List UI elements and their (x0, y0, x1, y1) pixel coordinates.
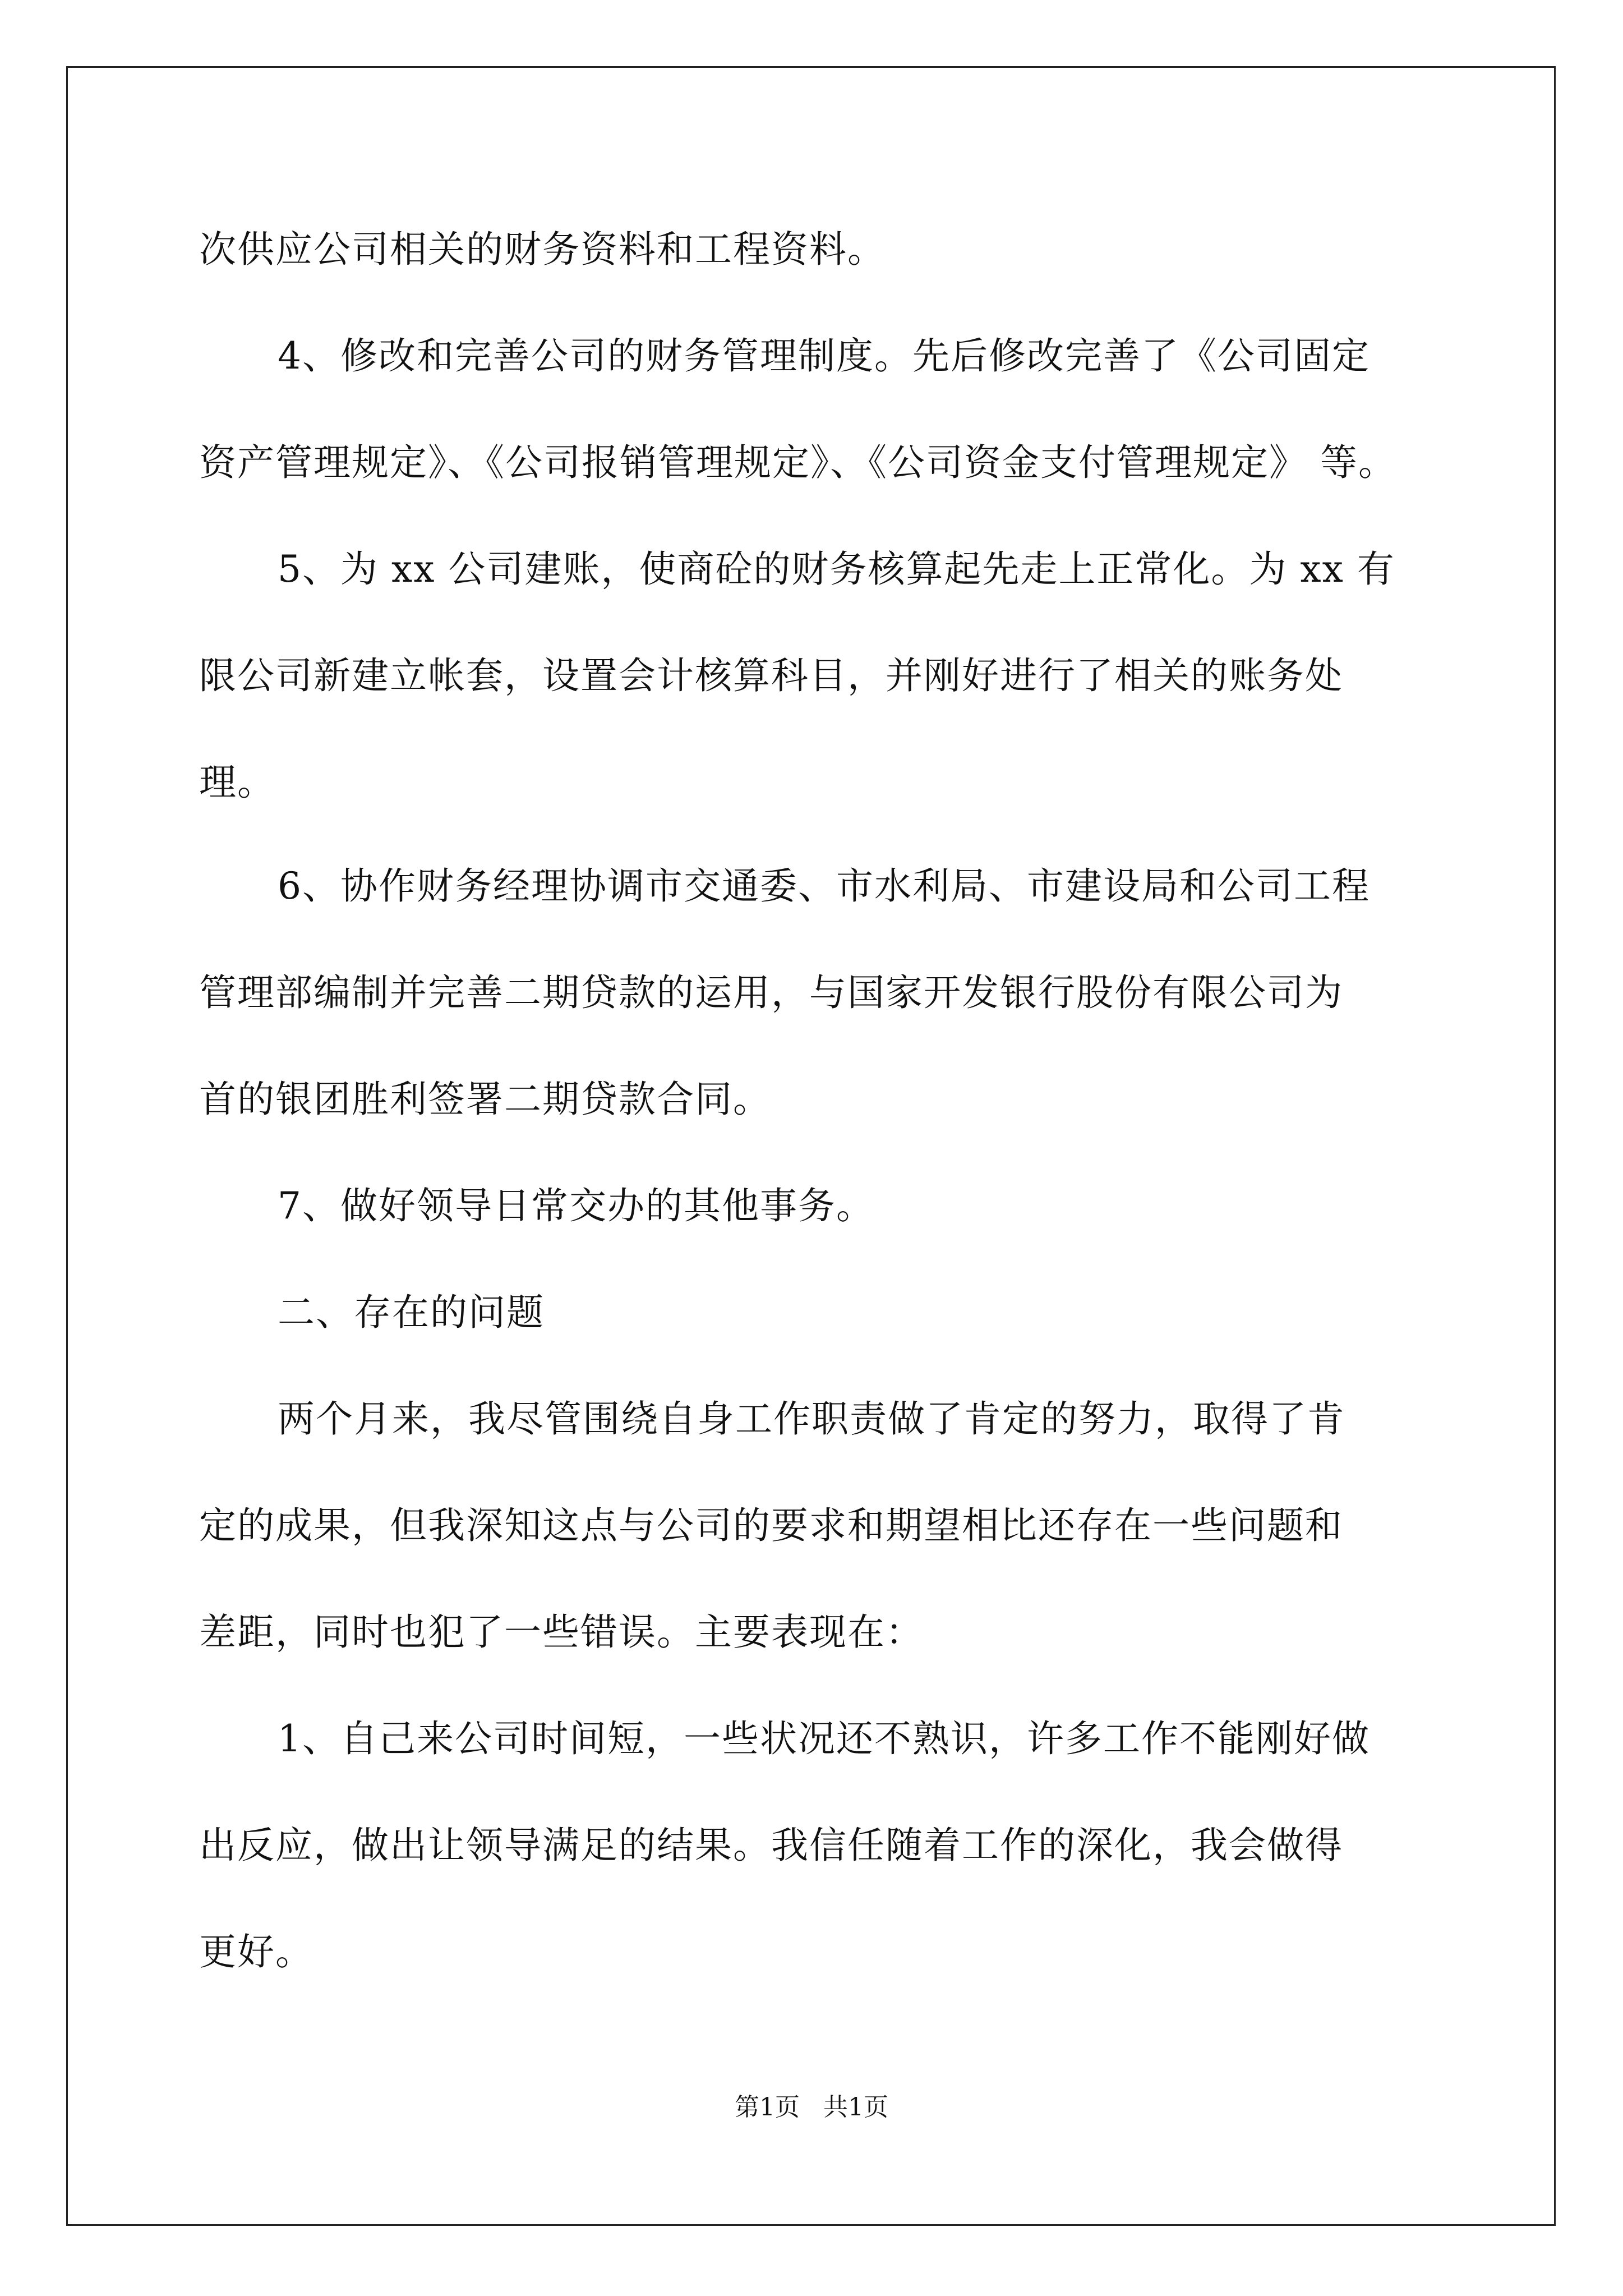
page-number-footer: 第1页 共1页 (735, 2093, 888, 2122)
section-heading: 二、存在的问题 (278, 1291, 545, 1334)
paragraph-line: 理。 (199, 761, 275, 804)
paragraph-line: 定的成果，但我深知这点与公司的要求和期望相比还存在一些问题和 (199, 1504, 1343, 1547)
paragraph-line: 次供应公司相关的财务资料和工程资料。 (199, 228, 886, 271)
paragraph-line: 6、协作财务经理协调市交通委、市水利局、市建设局和公司工程 (278, 864, 1370, 908)
paragraph-line: 限公司新建立帐套，设置会计核算科目，并刚好进行了相关的账务处 (199, 654, 1343, 697)
paragraph-line: 管理部编制并完善二期贷款的运用，与国家开发银行股份有限公司为 (199, 971, 1343, 1014)
paragraph-line: 4、修改和完善公司的财务管理制度。先后修改完善了《公司固定 (278, 334, 1370, 378)
paragraph-line: 7、做好领导日常交办的其他事务。 (278, 1184, 874, 1227)
paragraph-line: 更好。 (199, 1930, 313, 1973)
paragraph-line: 5、为 xx 公司建账，使商砼的财务核算起先走上正常化。为 xx 有 (278, 547, 1395, 591)
paragraph-line: 两个月来，我尽管围绕自身工作职责做了肯定的努力，取得了肯 (278, 1397, 1345, 1441)
paragraph-line: 差距，同时也犯了一些错误。主要表现在： (199, 1611, 924, 1654)
paragraph-line: 出反应，做出让领导满足的结果。我信任随着工作的深化，我会做得 (199, 1824, 1343, 1867)
paragraph-line: 资产管理规定》、《公司报销管理规定》、《公司资金支付管理规定》 等。 (199, 441, 1396, 484)
page-border (66, 66, 1556, 2226)
paragraph-line: 首的银团胜利签署二期贷款合同。 (199, 1078, 771, 1121)
paragraph-line: 1、自己来公司时间短，一些状况还不熟识，许多工作不能刚好做 (278, 1717, 1370, 1760)
